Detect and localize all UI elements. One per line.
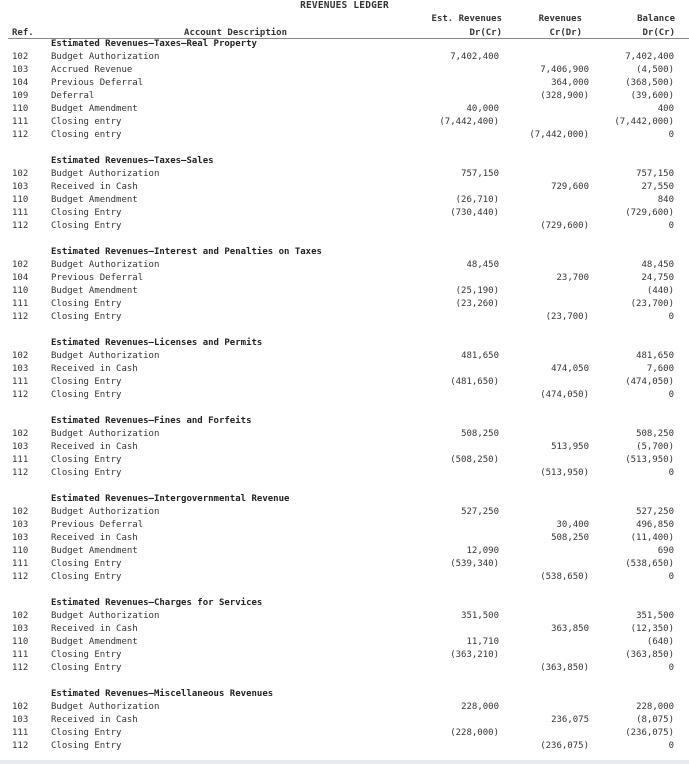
description-cell: Closing entry	[51, 117, 122, 127]
est-revenues-cell: (7,442,400)	[439, 117, 499, 127]
balance-cell: 508,250	[636, 429, 674, 439]
description-cell: Received in Cash	[51, 533, 138, 543]
ledger-row	[0, 636, 689, 649]
description-cell: Budget Authorization	[51, 52, 160, 62]
est-revenues-cell: (730,440)	[450, 208, 499, 218]
balance-cell: (640)	[646, 637, 674, 647]
ref-cell: 111	[12, 299, 29, 309]
balance-cell: (440)	[646, 286, 674, 296]
section-spacer	[0, 402, 689, 415]
description-cell: Closing Entry	[51, 208, 122, 218]
ledger-row	[0, 623, 689, 636]
description-cell: Budget Authorization	[51, 611, 160, 621]
description-cell: Previous Deferral	[51, 520, 144, 530]
section-spacer	[0, 480, 689, 493]
ref-cell: 109	[12, 91, 29, 101]
balance-cell: (8,075)	[636, 715, 674, 725]
balance-cell: 48,450	[641, 260, 674, 270]
section-title: Estimated Revenues—Taxes—Real Property	[51, 39, 257, 49]
ref-cell: 103	[12, 442, 29, 452]
description-cell: Closing Entry	[51, 663, 122, 673]
ref-cell: 102	[12, 260, 29, 270]
balance-cell: 0	[668, 312, 674, 322]
description-cell: Closing Entry	[51, 728, 122, 738]
ref-cell: 103	[12, 65, 29, 75]
est-revenues-cell: 481,650	[461, 351, 499, 361]
balance-cell: (538,650)	[625, 559, 674, 569]
balance-cell: 481,650	[636, 351, 674, 361]
ref-cell: 111	[12, 208, 29, 218]
ledger-row	[0, 77, 689, 90]
description-cell: Closing entry	[51, 130, 122, 140]
ledger-rows	[0, 38, 689, 753]
ledger-row	[0, 727, 689, 740]
est-revenues-cell: 40,000	[466, 104, 499, 114]
ledger-row	[0, 441, 689, 454]
revenues-cell: (729,600)	[540, 221, 589, 231]
description-cell: Budget Authorization	[51, 507, 160, 517]
ledger-row	[0, 571, 689, 584]
ledger-row	[0, 129, 689, 142]
ledger-row	[0, 506, 689, 519]
balance-cell: 228,000	[636, 702, 674, 712]
header-rev-line2: Cr(Dr)	[549, 28, 582, 38]
revenues-cell: (474,050)	[540, 390, 589, 400]
section-spacer	[0, 233, 689, 246]
est-revenues-cell: (508,250)	[450, 455, 499, 465]
balance-cell: 527,250	[636, 507, 674, 517]
description-cell: Closing Entry	[51, 377, 122, 387]
ref-cell: 112	[12, 390, 29, 400]
ledger-row	[0, 532, 689, 545]
header-rev-line1: Revenues	[538, 14, 582, 24]
ref-cell: 112	[12, 130, 29, 140]
balance-cell: 0	[668, 663, 674, 673]
balance-cell: (39,600)	[630, 91, 674, 101]
est-revenues-cell: (23,260)	[455, 299, 499, 309]
ledger-row	[0, 220, 689, 233]
description-cell: Previous Deferral	[51, 78, 144, 88]
ledger-row	[0, 311, 689, 324]
revenues-cell: 363,850	[551, 624, 589, 634]
description-cell: Closing Entry	[51, 650, 122, 660]
header-est-line1: Est. Revenues	[431, 14, 502, 24]
revenues-cell: 236,075	[551, 715, 589, 725]
ledger-row	[0, 272, 689, 285]
ledger-row	[0, 740, 689, 753]
header-balance	[600, 12, 675, 40]
ref-cell: 102	[12, 507, 29, 517]
revenues-cell: 7,406,900	[540, 65, 589, 75]
balance-cell: 0	[668, 572, 674, 582]
section-title: Estimated Revenues—Intergovernmental Revenue	[51, 494, 290, 504]
description-cell: Received in Cash	[51, 715, 138, 725]
balance-cell: (11,400)	[630, 533, 674, 543]
section-title: Estimated Revenues—Fines and Forfeits	[51, 416, 252, 426]
est-revenues-cell: (481,650)	[450, 377, 499, 387]
description-cell: Closing Entry	[51, 572, 122, 582]
balance-cell: 690	[657, 546, 674, 556]
est-revenues-cell: 12,090	[466, 546, 499, 556]
description-cell: Received in Cash	[51, 182, 138, 192]
est-revenues-cell: 757,150	[461, 169, 499, 179]
revenues-cell: 508,250	[551, 533, 589, 543]
section-header-row	[0, 38, 689, 51]
ledger-row	[0, 714, 689, 727]
balance-cell: 0	[668, 468, 674, 478]
description-cell: Closing Entry	[51, 312, 122, 322]
section-title: Estimated Revenues—Charges for Services	[51, 598, 263, 608]
est-revenues-cell: 48,450	[466, 260, 499, 270]
revenues-cell: 30,400	[556, 520, 589, 530]
ref-cell: 112	[12, 741, 29, 751]
description-cell: Closing Entry	[51, 468, 122, 478]
ledger-row	[0, 207, 689, 220]
section-spacer	[0, 324, 689, 337]
revenues-cell: 23,700	[556, 273, 589, 283]
ledger-row	[0, 350, 689, 363]
section-header-row	[0, 597, 689, 610]
ref-cell: 111	[12, 455, 29, 465]
ledger-row	[0, 51, 689, 64]
est-revenues-cell: (363,210)	[450, 650, 499, 660]
ref-cell: 112	[12, 572, 29, 582]
est-revenues-cell: 11,710	[466, 637, 499, 647]
ref-cell: 103	[12, 533, 29, 543]
revenues-cell: (363,850)	[540, 663, 589, 673]
ref-cell: 110	[12, 286, 29, 296]
ledger-row	[0, 376, 689, 389]
ledger-row	[0, 519, 689, 532]
description-cell: Budget Authorization	[51, 351, 160, 361]
balance-cell: 496,850	[636, 520, 674, 530]
header-bal-line1: Balance	[637, 14, 675, 24]
section-title: Estimated Revenues—Licenses and Permits	[51, 338, 263, 348]
ledger-row	[0, 454, 689, 467]
est-revenues-cell: (25,190)	[455, 286, 499, 296]
section-spacer	[0, 675, 689, 688]
est-revenues-cell: 508,250	[461, 429, 499, 439]
balance-cell: (7,442,000)	[614, 117, 674, 127]
description-cell: Accrued Revenue	[51, 65, 133, 75]
balance-cell: 0	[668, 130, 674, 140]
section-header-row	[0, 415, 689, 428]
description-cell: Received in Cash	[51, 624, 138, 634]
description-cell: Closing Entry	[51, 455, 122, 465]
description-cell: Closing Entry	[51, 741, 122, 751]
section-header-row	[0, 337, 689, 350]
ledger-row	[0, 90, 689, 103]
ref-cell: 102	[12, 351, 29, 361]
revenues-cell: (236,075)	[540, 741, 589, 751]
ref-cell: 102	[12, 169, 29, 179]
ref-cell: 112	[12, 663, 29, 673]
description-cell: Closing Entry	[51, 559, 122, 569]
description-cell: Budget Amendment	[51, 286, 138, 296]
ref-cell: 103	[12, 364, 29, 374]
description-cell: Budget Authorization	[51, 260, 160, 270]
ledger-row	[0, 298, 689, 311]
balance-cell: 840	[657, 195, 674, 205]
section-header-row	[0, 246, 689, 259]
header-description-label: Account Description	[184, 28, 287, 38]
revenues-cell: (328,900)	[540, 91, 589, 101]
ref-cell: 112	[12, 468, 29, 478]
ref-cell: 112	[12, 221, 29, 231]
description-cell: Budget Amendment	[51, 104, 138, 114]
ledger-row	[0, 103, 689, 116]
balance-cell: (5,700)	[636, 442, 674, 452]
section-title: Estimated Revenues—Miscellaneous Revenues	[51, 689, 274, 699]
balance-cell: 27,550	[641, 182, 674, 192]
description-cell: Received in Cash	[51, 364, 138, 374]
ledger-row	[0, 168, 689, 181]
ledger-row	[0, 662, 689, 675]
balance-cell: (368,500)	[625, 78, 674, 88]
revenues-cell: (513,950)	[540, 468, 589, 478]
ref-cell: 111	[12, 559, 29, 569]
ledger-row	[0, 285, 689, 298]
description-cell: Previous Deferral	[51, 273, 144, 283]
ref-cell: 103	[12, 624, 29, 634]
ledger-row	[0, 467, 689, 480]
description-cell: Closing Entry	[51, 221, 122, 231]
ref-cell: 102	[12, 702, 29, 712]
balance-cell: 400	[657, 104, 674, 114]
header-est-revenues	[420, 12, 502, 40]
ref-cell: 110	[12, 546, 29, 556]
balance-cell: (236,075)	[625, 728, 674, 738]
ref-cell: 103	[12, 715, 29, 725]
revenues-cell: (23,700)	[545, 312, 589, 322]
ref-cell: 111	[12, 728, 29, 738]
description-cell: Deferral	[51, 91, 95, 101]
header-ref-label: Ref.	[12, 28, 34, 38]
section-header-row	[0, 155, 689, 168]
balance-cell: 7,600	[646, 364, 674, 374]
balance-cell: (513,950)	[625, 455, 674, 465]
ref-cell: 104	[12, 273, 29, 283]
ledger-row	[0, 259, 689, 272]
revenues-cell: (7,442,000)	[529, 130, 589, 140]
balance-cell: 757,150	[636, 169, 674, 179]
balance-cell: 7,402,400	[625, 52, 674, 62]
ref-cell: 112	[12, 312, 29, 322]
header-revenues	[510, 12, 582, 40]
balance-cell: (12,350)	[630, 624, 674, 634]
revenues-cell: 364,000	[551, 78, 589, 88]
ledger-row	[0, 194, 689, 207]
est-revenues-cell: 228,000	[461, 702, 499, 712]
description-cell: Budget Authorization	[51, 702, 160, 712]
revenues-cell: 474,050	[551, 364, 589, 374]
ledger-row	[0, 545, 689, 558]
section-header-row	[0, 493, 689, 506]
description-cell: Budget Authorization	[51, 169, 160, 179]
est-revenues-cell: 527,250	[461, 507, 499, 517]
balance-cell: (729,600)	[625, 208, 674, 218]
balance-cell: 24,750	[641, 273, 674, 283]
ref-cell: 111	[12, 650, 29, 660]
section-header-row	[0, 688, 689, 701]
est-revenues-cell: (228,000)	[450, 728, 499, 738]
balance-cell: (363,850)	[625, 650, 674, 660]
description-cell: Closing Entry	[51, 299, 122, 309]
description-cell: Budget Amendment	[51, 637, 138, 647]
ref-cell: 102	[12, 429, 29, 439]
revenues-cell: 513,950	[551, 442, 589, 452]
section-title: Estimated Revenues—Interest and Penalties on Taxes	[51, 247, 322, 257]
ref-cell: 104	[12, 78, 29, 88]
ref-cell: 111	[12, 117, 29, 127]
balance-cell: (4,500)	[636, 65, 674, 75]
ledger-row	[0, 64, 689, 77]
ref-cell: 102	[12, 611, 29, 621]
section-spacer	[0, 584, 689, 597]
balance-cell: (23,700)	[630, 299, 674, 309]
ledger-row	[0, 558, 689, 571]
revenues-cell: 729,600	[551, 182, 589, 192]
bottom-edge	[0, 760, 689, 764]
balance-cell: (474,050)	[625, 377, 674, 387]
description-cell: Closing Entry	[51, 390, 122, 400]
header-est-line2: Dr(Cr)	[469, 28, 502, 38]
ledger-row	[0, 363, 689, 376]
ref-cell: 111	[12, 377, 29, 387]
ledger-row	[0, 116, 689, 129]
description-cell: Received in Cash	[51, 442, 138, 452]
ledger-row	[0, 389, 689, 402]
ref-cell: 103	[12, 182, 29, 192]
section-spacer	[0, 142, 689, 155]
ledger-title: REVENUES LEDGER	[300, 0, 389, 11]
ref-cell: 103	[12, 520, 29, 530]
ref-cell: 110	[12, 637, 29, 647]
ref-cell: 110	[12, 195, 29, 205]
description-cell: Budget Authorization	[51, 429, 160, 439]
balance-cell: 351,500	[636, 611, 674, 621]
est-revenues-cell: 7,402,400	[450, 52, 499, 62]
header-bal-line2: Dr(Cr)	[642, 28, 675, 38]
est-revenues-cell: 351,500	[461, 611, 499, 621]
revenues-cell: (538,650)	[540, 572, 589, 582]
ledger-row	[0, 181, 689, 194]
ledger-row	[0, 701, 689, 714]
ledger-row	[0, 649, 689, 662]
balance-cell: 0	[668, 741, 674, 751]
balance-cell: 0	[668, 390, 674, 400]
description-cell: Budget Amendment	[51, 195, 138, 205]
est-revenues-cell: (26,710)	[455, 195, 499, 205]
section-title: Estimated Revenues—Taxes—Sales	[51, 156, 214, 166]
ledger-row	[0, 610, 689, 623]
balance-cell: 0	[668, 221, 674, 231]
est-revenues-cell: (539,340)	[450, 559, 499, 569]
ref-cell: 102	[12, 52, 29, 62]
ledger-row	[0, 428, 689, 441]
ref-cell: 110	[12, 104, 29, 114]
description-cell: Budget Amendment	[51, 546, 138, 556]
